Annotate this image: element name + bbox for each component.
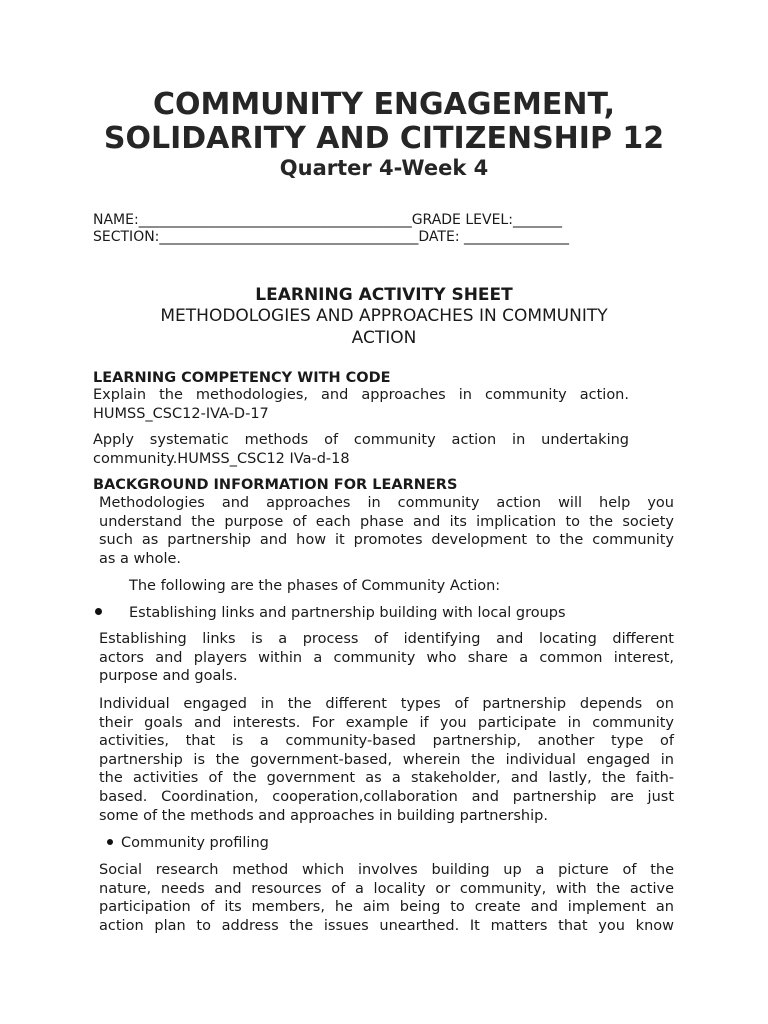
paragraph-line: their goals and interests. For example if you participate in community — [99, 714, 674, 731]
background-paragraph-4 — [99, 695, 674, 825]
paragraph-line: action plan to address the issues unearthed. It matters that you know — [99, 917, 674, 934]
activity-subheading-line-1: METHODOLOGIES AND APPROACHES IN COMMUNITY — [160, 306, 608, 326]
document-title-line-2: SOLIDARITY AND CITIZENSHIP 12 — [103, 121, 665, 156]
competency-item-1 — [93, 386, 629, 423]
phase-bullet-partnership: Establishing links and partnership building with local groups — [129, 605, 566, 621]
paragraph-line: partnership is the government-based, wherein the individual engaged in — [99, 751, 674, 768]
paragraph-line: Methodologies and approaches in community action will help you — [99, 495, 674, 511]
phases-intro: The following are the phases of Community Action: — [129, 578, 501, 594]
quarter-week-label: Quarter 4-Week 4 — [279, 156, 489, 180]
section-date-field-row: SECTION:_____________________________________DATE: _______________ — [93, 229, 569, 245]
paragraph-line: Establishing links is a process of identifying and locating different — [99, 631, 674, 647]
paragraph-line: understand the purpose of each phase and its implication to the society — [99, 513, 674, 530]
paragraph-line: such as partnership and how it promotes development to the community — [99, 532, 674, 549]
activity-subheading-line-2: ACTION — [351, 328, 417, 348]
background-paragraph-3 — [99, 630, 674, 686]
paragraph-line: based. Coordination, cooperation,collaboration and partnership are just — [99, 788, 674, 805]
paragraph-line: nature, needs and resources of a locality or community, with the active — [99, 880, 674, 897]
competency-item-2 — [93, 431, 629, 468]
activity-sheet-heading: LEARNING ACTIVITY SHEET — [255, 285, 513, 305]
background-paragraph-5 — [99, 861, 674, 935]
background-heading: BACKGROUND INFORMATION FOR LEARNERS — [93, 477, 458, 493]
bullet-icon — [95, 608, 102, 615]
bullet-icon — [107, 839, 113, 845]
paragraph-line: actors and players within a community who share a common interest, — [99, 649, 674, 666]
competency-item-1-line: Explain the methodologies, and approaches in community action. — [93, 387, 629, 403]
competency-item-2-line: community.HUMSS_CSC12 IVa-d-18 — [93, 450, 350, 467]
competency-item-2-line: Apply systematic methods of community action in undertaking — [93, 432, 629, 448]
paragraph-line: Social research method which involves building up a picture of the — [99, 862, 674, 878]
background-paragraph-1 — [99, 494, 674, 568]
paragraph-line: as a whole. — [99, 550, 182, 567]
paragraph-line: purpose and goals. — [99, 668, 238, 685]
competency-heading: LEARNING COMPETENCY WITH CODE — [93, 370, 391, 386]
name-grade-field-row: NAME:_______________________________________GRADE LEVEL:_______ — [93, 212, 562, 228]
document-title-line-1: COMMUNITY ENGAGEMENT, — [152, 87, 616, 122]
paragraph-line: Individual engaged in the different types of partnership depends on — [99, 696, 674, 712]
paragraph-line: participation of its members, he aim being to create and implement an — [99, 899, 674, 916]
competency-item-1-line: HUMSS_CSC12-IVA-D-17 — [93, 405, 269, 422]
paragraph-line: some of the methods and approaches in building partnership. — [99, 807, 548, 824]
paragraph-line: activities, that is a community-based partnership, another type of — [99, 733, 674, 750]
phase-bullet-profiling: Community profiling — [121, 835, 269, 851]
paragraph-line: the activities of the government as a stakeholder, and lastly, the faith- — [99, 770, 674, 787]
